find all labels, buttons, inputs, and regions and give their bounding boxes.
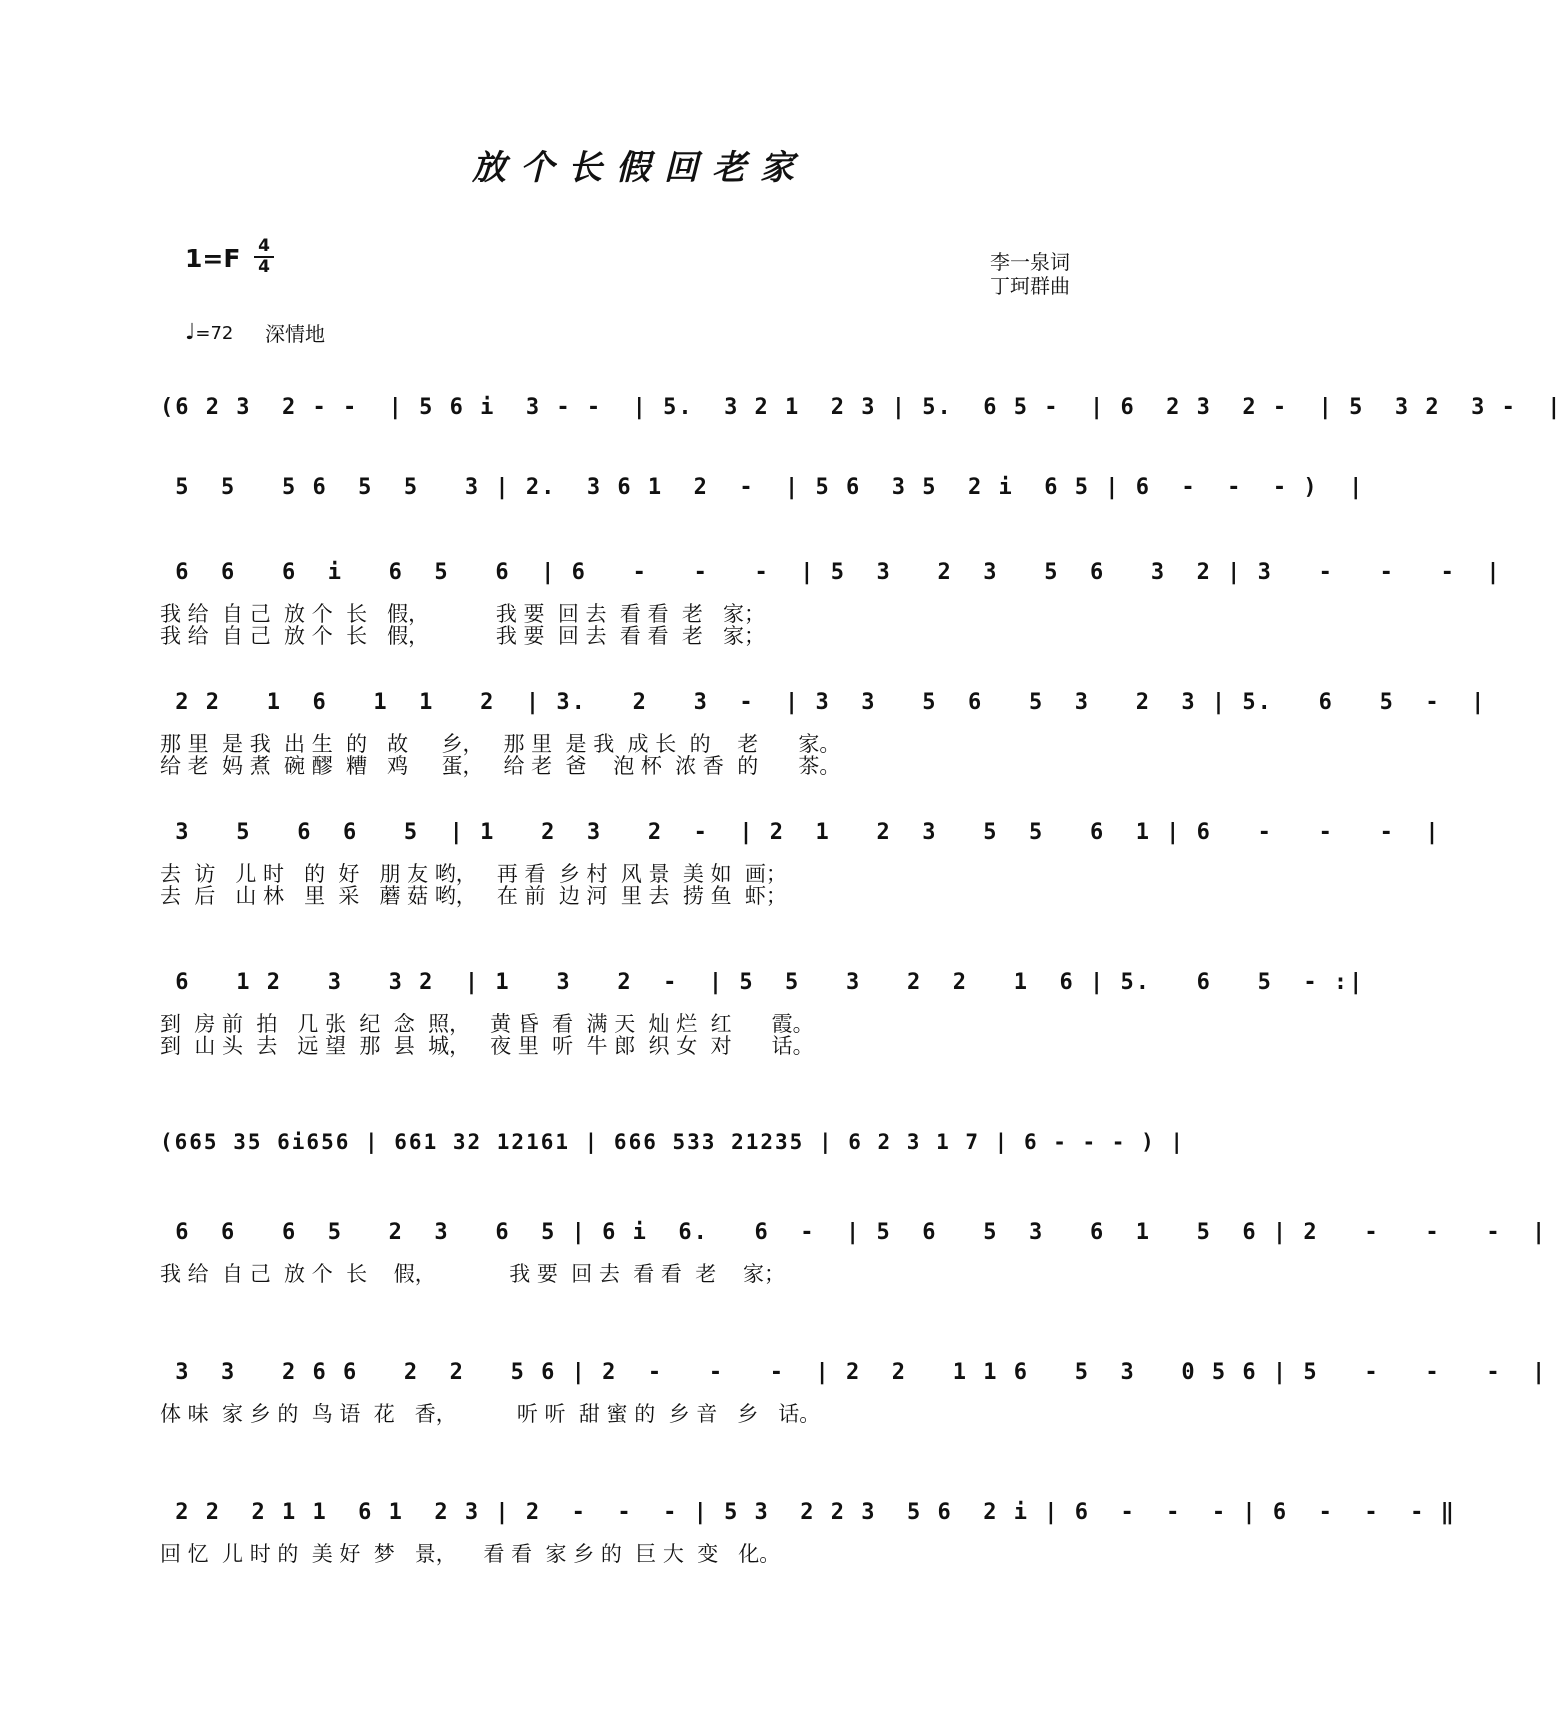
credits bbox=[990, 250, 1070, 298]
song-title: 放个长假回老家 bbox=[472, 148, 808, 188]
expression-marking: 深情地 bbox=[265, 322, 325, 346]
lyricist: 李一泉词 bbox=[990, 250, 1070, 274]
notation-row: 2 2 2 1 1 6 1 2 3 | 2 - - - | 5 3 2 2 3 5 6 2 i | 6 - - - | 6 - - - ‖ bbox=[160, 1500, 1456, 1525]
lyric-row: 我 给 自 己 放 个 长 假， 我 要 回 去 看 看 老 家； bbox=[160, 624, 765, 648]
lyric-row: 回 忆 儿 时 的 美 好 梦 景， 看 看 家 乡 的 巨 大 变 化。 bbox=[160, 1542, 781, 1566]
lyric-row: 到 房 前 拍 几 张 纪 念 照， 黄 昏 看 满 天 灿 烂 红 霞。 bbox=[160, 1012, 814, 1036]
time-signature-bottom: 4 bbox=[258, 257, 270, 277]
composer: 丁珂群曲 bbox=[990, 274, 1070, 298]
tempo-marking bbox=[185, 320, 233, 345]
tempo-value: =72 bbox=[195, 323, 234, 344]
lyric-row: 我 给 自 己 放 个 长 假， 我 要 回 去 看 看 老 家； bbox=[160, 602, 765, 626]
lyric-row: 给 老 妈 煮 碗 醪 糟 鸡 蛋， 给 老 爸 泡 杯 浓 香 的 茶。 bbox=[160, 754, 841, 778]
notation-row: 6 6 6 i 6 5 6 | 6 - - - | 5 3 2 3 5 6 3 2 | 3 - - - | bbox=[160, 560, 1502, 585]
notation-row: 2 2 1 6 1 1 2 | 3. 2 3 - | 3 3 5 6 5 3 2 3 | 5. 6 5 - | bbox=[160, 690, 1487, 715]
time-signature-top: 4 bbox=[258, 236, 270, 256]
key-signature: 1=F bbox=[185, 244, 241, 273]
lyric-row: 去 访 儿 时 的 好 朋 友 哟， 再 看 乡 村 风 景 美 如 画； bbox=[160, 862, 787, 886]
notation-row: (6 2 3 2 - - | 5 6 i 3 - - | 5. 3 2 1 2 3 | 5. 6 5 - | 6 2 3 2 - | 5 3 2 3 - | bbox=[160, 395, 1563, 420]
quarter-note-icon: ♩ bbox=[185, 320, 196, 345]
lyric-row: 我 给 自 己 放 个 长 假， 我 要 回 去 看 看 老 家； bbox=[160, 1262, 785, 1286]
notation-row: 3 3 2 6 6 2 2 5 6 | 2 - - - | 2 2 1 1 6 5 3 0 5 6 | 5 - - - | bbox=[160, 1360, 1548, 1385]
lyric-row: 那 里 是 我 出 生 的 故 乡， 那 里 是 我 成 长 的 老 家。 bbox=[160, 732, 841, 756]
lyric-row: 体 味 家 乡 的 鸟 语 花 香， 听 听 甜 蜜 的 乡 音 乡 话。 bbox=[160, 1402, 821, 1426]
time-signature bbox=[254, 238, 274, 276]
notation-row: 3 5 6 6 5 | 1 2 3 2 - | 2 1 2 3 5 5 6 1 | 6 - - - | bbox=[160, 820, 1441, 845]
notation-row: 6 1 2 3 3 2 | 1 3 2 - | 5 5 3 2 2 1 6 | 5. 6 5 - :| bbox=[160, 970, 1365, 995]
notation-row: 5 5 5 6 5 5 3 | 2. 3 6 1 2 - | 5 6 3 5 2 i 6 5 | 6 - - - ) | bbox=[160, 475, 1365, 500]
lyric-row: 到 山 头 去 远 望 那 县 城， 夜 里 听 牛 郎 织 女 对 话。 bbox=[160, 1034, 814, 1058]
notation-row: 6 6 6 5 2 3 6 5 | 6 i 6. 6 - | 5 6 5 3 6 1 5 6 | 2 - - - | bbox=[160, 1220, 1548, 1245]
lyric-row: 去 后 山 林 里 采 蘑 菇 哟， 在 前 边 河 里 去 捞 鱼 虾； bbox=[160, 884, 787, 908]
notation-row: (665 35 6i656 | 661 32 12161 | 666 533 21235 | 6 2 3 1 7 | 6 - - - ) | bbox=[160, 1130, 1186, 1154]
